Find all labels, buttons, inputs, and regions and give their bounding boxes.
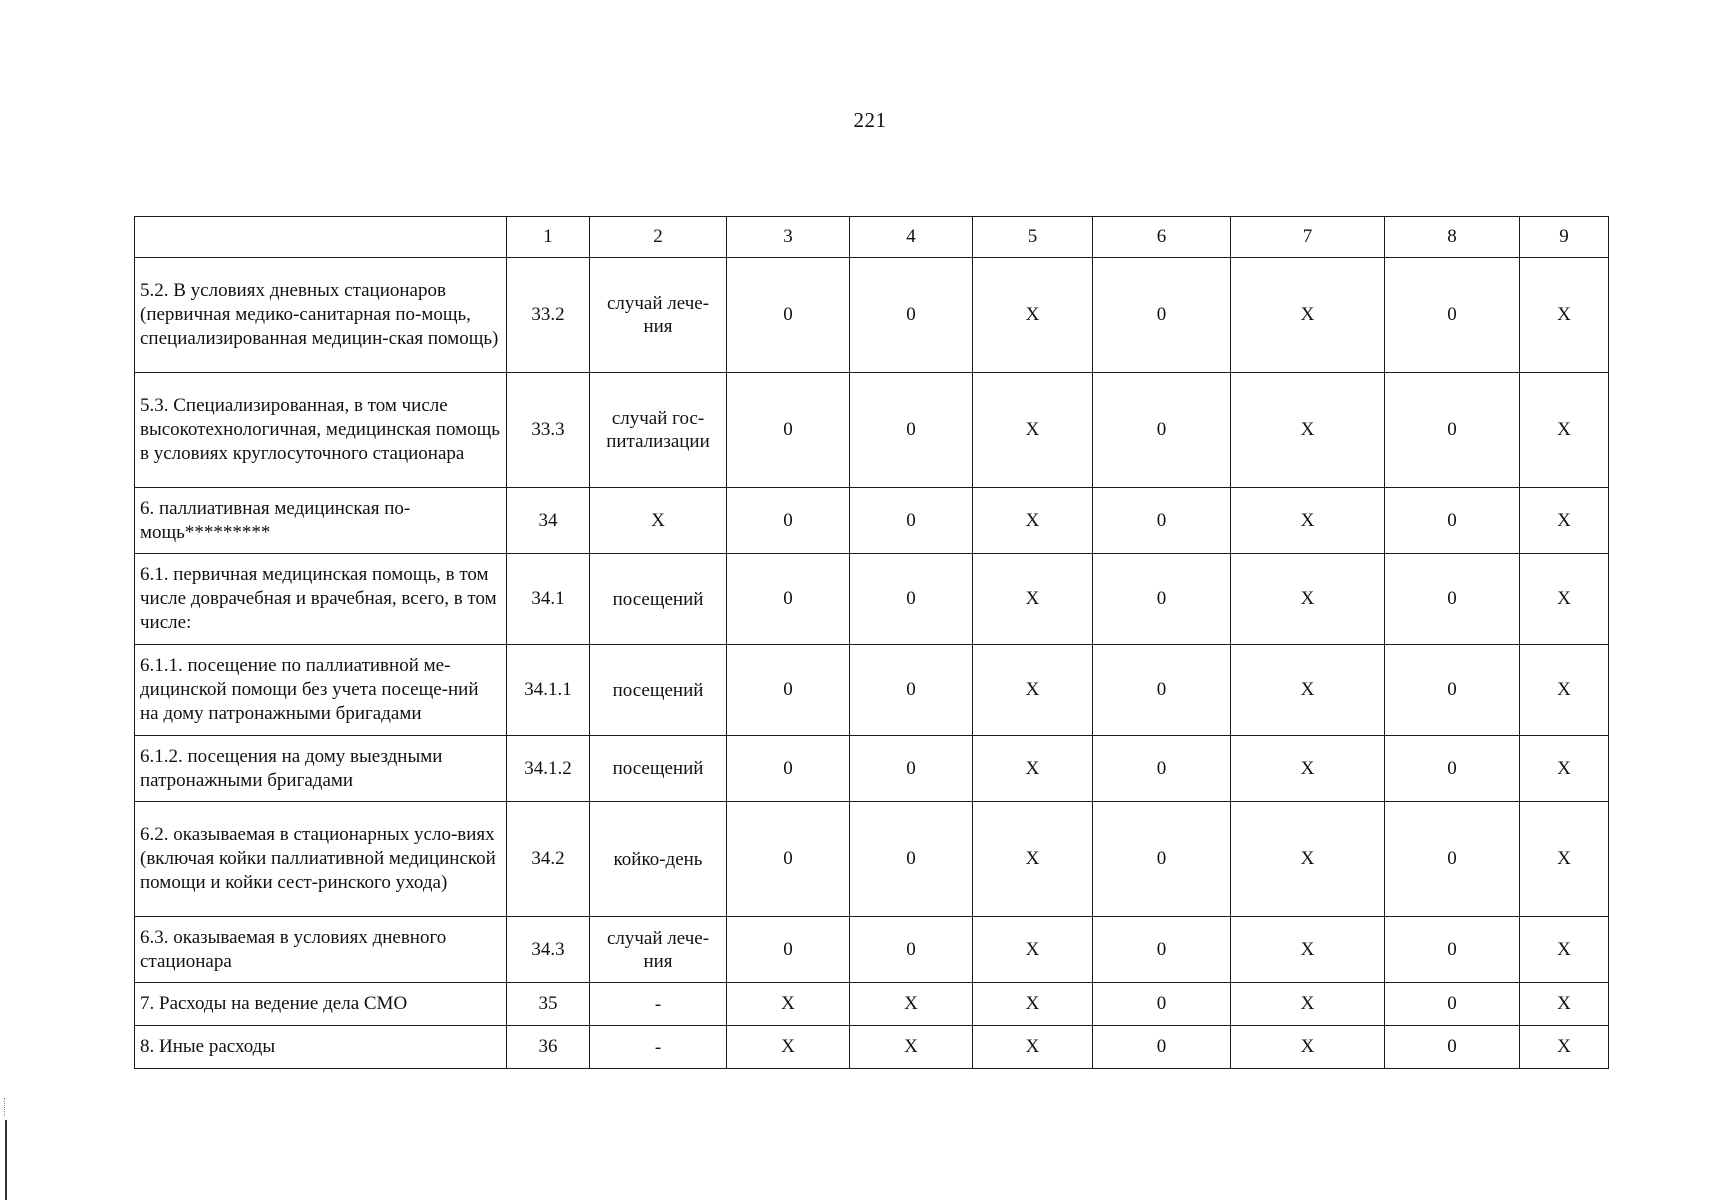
- row-unit: X: [590, 488, 727, 554]
- header-cell-9: 9: [1520, 217, 1609, 258]
- row-value-col-3: 0: [727, 645, 850, 736]
- row-value-col-9: X: [1520, 645, 1609, 736]
- row-value-col-7: X: [1231, 488, 1385, 554]
- row-value-col-6: 0: [1093, 258, 1231, 373]
- header-cell-1: 1: [507, 217, 590, 258]
- row-value-col-3: 0: [727, 802, 850, 917]
- row-value-col-5: X: [973, 645, 1093, 736]
- row-value-col-8: 0: [1385, 554, 1520, 645]
- row-unit: случай гос-питализации: [590, 373, 727, 488]
- row-value-col-4: 0: [850, 736, 973, 802]
- row-value-col-5: X: [973, 258, 1093, 373]
- row-description: 6.3. оказываемая в условиях дневного стационара: [135, 917, 507, 983]
- row-description: 6.1.2. посещения на дому выездными патронажными бригадами: [135, 736, 507, 802]
- row-value-col-3: 0: [727, 373, 850, 488]
- table-row: [135, 645, 1609, 736]
- margin-dots: [4, 1098, 6, 1116]
- row-value-col-7: X: [1231, 645, 1385, 736]
- page-number: 221: [853, 108, 887, 132]
- table-row: [135, 1026, 1609, 1069]
- row-description: 6.1. первичная медицинская помощь, в том числе доврачебная и врачебная, всего, в том числе:: [135, 554, 507, 645]
- row-value-col-9: X: [1520, 802, 1609, 917]
- row-value-col-8: 0: [1385, 917, 1520, 983]
- table-row: [135, 258, 1609, 373]
- table-row: [135, 736, 1609, 802]
- row-value-col-6: 0: [1093, 554, 1231, 645]
- row-unit: посещений: [590, 736, 727, 802]
- row-unit: посещений: [590, 645, 727, 736]
- row-value-col-4: 0: [850, 258, 973, 373]
- table-row: [135, 488, 1609, 554]
- row-code: 36: [507, 1026, 590, 1069]
- row-code: 34.1: [507, 554, 590, 645]
- row-value-col-3: 0: [727, 488, 850, 554]
- row-value-col-4: 0: [850, 554, 973, 645]
- row-code: 34: [507, 488, 590, 554]
- row-value-col-6: 0: [1093, 983, 1231, 1026]
- row-value-col-4: 0: [850, 373, 973, 488]
- row-value-col-9: X: [1520, 488, 1609, 554]
- row-value-col-5: X: [973, 736, 1093, 802]
- table-row: [135, 554, 1609, 645]
- row-value-col-8: 0: [1385, 645, 1520, 736]
- row-value-col-7: X: [1231, 373, 1385, 488]
- row-code: 34.3: [507, 917, 590, 983]
- row-value-col-3: 0: [727, 554, 850, 645]
- row-value-col-7: X: [1231, 736, 1385, 802]
- row-description: 7. Расходы на ведение дела СМО: [135, 983, 507, 1026]
- row-value-col-7: X: [1231, 258, 1385, 373]
- row-unit: койко-день: [590, 802, 727, 917]
- header-cell-2: 2: [590, 217, 727, 258]
- row-value-col-8: 0: [1385, 373, 1520, 488]
- margin-mark: [5, 1120, 7, 1200]
- table-row: [135, 802, 1609, 917]
- row-code: 33.2: [507, 258, 590, 373]
- row-value-col-7: X: [1231, 1026, 1385, 1069]
- row-value-col-5: X: [973, 1026, 1093, 1069]
- row-value-col-3: 0: [727, 258, 850, 373]
- table-row: [135, 917, 1609, 983]
- row-value-col-3: 0: [727, 917, 850, 983]
- row-value-col-8: 0: [1385, 802, 1520, 917]
- row-unit: случай лече-ния: [590, 258, 727, 373]
- header-cell-6: 6: [1093, 217, 1231, 258]
- row-value-col-7: X: [1231, 802, 1385, 917]
- header-cell-4: 4: [850, 217, 973, 258]
- header-cell-7: 7: [1231, 217, 1385, 258]
- header-cell-3: 3: [727, 217, 850, 258]
- row-description: 5.3. Специализированная, в том числе высокотехнологичная, медицинская помощь в условиях круглосуточного стационара: [135, 373, 507, 488]
- row-value-col-6: 0: [1093, 917, 1231, 983]
- row-value-col-3: X: [727, 1026, 850, 1069]
- row-value-col-7: X: [1231, 554, 1385, 645]
- table-row: [135, 983, 1609, 1026]
- row-unit: случай лече-ния: [590, 917, 727, 983]
- row-code: 34.2: [507, 802, 590, 917]
- row-value-col-6: 0: [1093, 736, 1231, 802]
- row-description: 5.2. В условиях дневных стационаров (первичная медико-санитарная по-мощь, специализированная медицин-ская помощь): [135, 258, 507, 373]
- row-value-col-8: 0: [1385, 736, 1520, 802]
- row-code: 35: [507, 983, 590, 1026]
- row-value-col-6: 0: [1093, 1026, 1231, 1069]
- table-row: [135, 373, 1609, 488]
- header-cell-0: [135, 217, 507, 258]
- row-value-col-6: 0: [1093, 802, 1231, 917]
- row-code: 33.3: [507, 373, 590, 488]
- row-value-col-6: 0: [1093, 488, 1231, 554]
- row-value-col-4: 0: [850, 802, 973, 917]
- row-unit: посещений: [590, 554, 727, 645]
- row-value-col-8: 0: [1385, 258, 1520, 373]
- header-cell-8: 8: [1385, 217, 1520, 258]
- row-unit: -: [590, 1026, 727, 1069]
- row-value-col-5: X: [973, 802, 1093, 917]
- row-code: 34.1.1: [507, 645, 590, 736]
- row-value-col-9: X: [1520, 373, 1609, 488]
- row-value-col-4: X: [850, 1026, 973, 1069]
- row-value-col-5: X: [973, 488, 1093, 554]
- header-cell-5: 5: [973, 217, 1093, 258]
- row-value-col-9: X: [1520, 736, 1609, 802]
- row-value-col-7: X: [1231, 917, 1385, 983]
- row-value-col-4: 0: [850, 917, 973, 983]
- row-code: 34.1.2: [507, 736, 590, 802]
- row-value-col-5: X: [973, 554, 1093, 645]
- row-value-col-8: 0: [1385, 488, 1520, 554]
- row-value-col-4: 0: [850, 645, 973, 736]
- row-value-col-9: X: [1520, 917, 1609, 983]
- row-value-col-7: X: [1231, 983, 1385, 1026]
- row-value-col-3: X: [727, 983, 850, 1026]
- data-table: [134, 216, 1609, 1069]
- row-value-col-5: X: [973, 983, 1093, 1026]
- row-value-col-6: 0: [1093, 645, 1231, 736]
- row-description: 8. Иные расходы: [135, 1026, 507, 1069]
- table-header-row: [135, 217, 1609, 258]
- row-value-col-9: X: [1520, 1026, 1609, 1069]
- row-value-col-9: X: [1520, 258, 1609, 373]
- row-value-col-4: 0: [850, 488, 973, 554]
- row-value-col-9: X: [1520, 983, 1609, 1026]
- row-value-col-6: 0: [1093, 373, 1231, 488]
- row-description: 6.2. оказываемая в стационарных усло-виях (включая койки паллиативной медицинской помощи и койки сест-ринского ухода): [135, 802, 507, 917]
- row-value-col-5: X: [973, 373, 1093, 488]
- row-value-col-4: X: [850, 983, 973, 1026]
- row-value-col-5: X: [973, 917, 1093, 983]
- row-value-col-8: 0: [1385, 1026, 1520, 1069]
- row-value-col-9: X: [1520, 554, 1609, 645]
- row-unit: -: [590, 983, 727, 1026]
- row-value-col-3: 0: [727, 736, 850, 802]
- row-value-col-8: 0: [1385, 983, 1520, 1026]
- row-description: 6. паллиативная медицинская по-мощь*********: [135, 488, 507, 554]
- row-description: 6.1.1. посещение по паллиативной ме-дицинской помощи без учета посеще-ний на дому патронажными бригадами: [135, 645, 507, 736]
